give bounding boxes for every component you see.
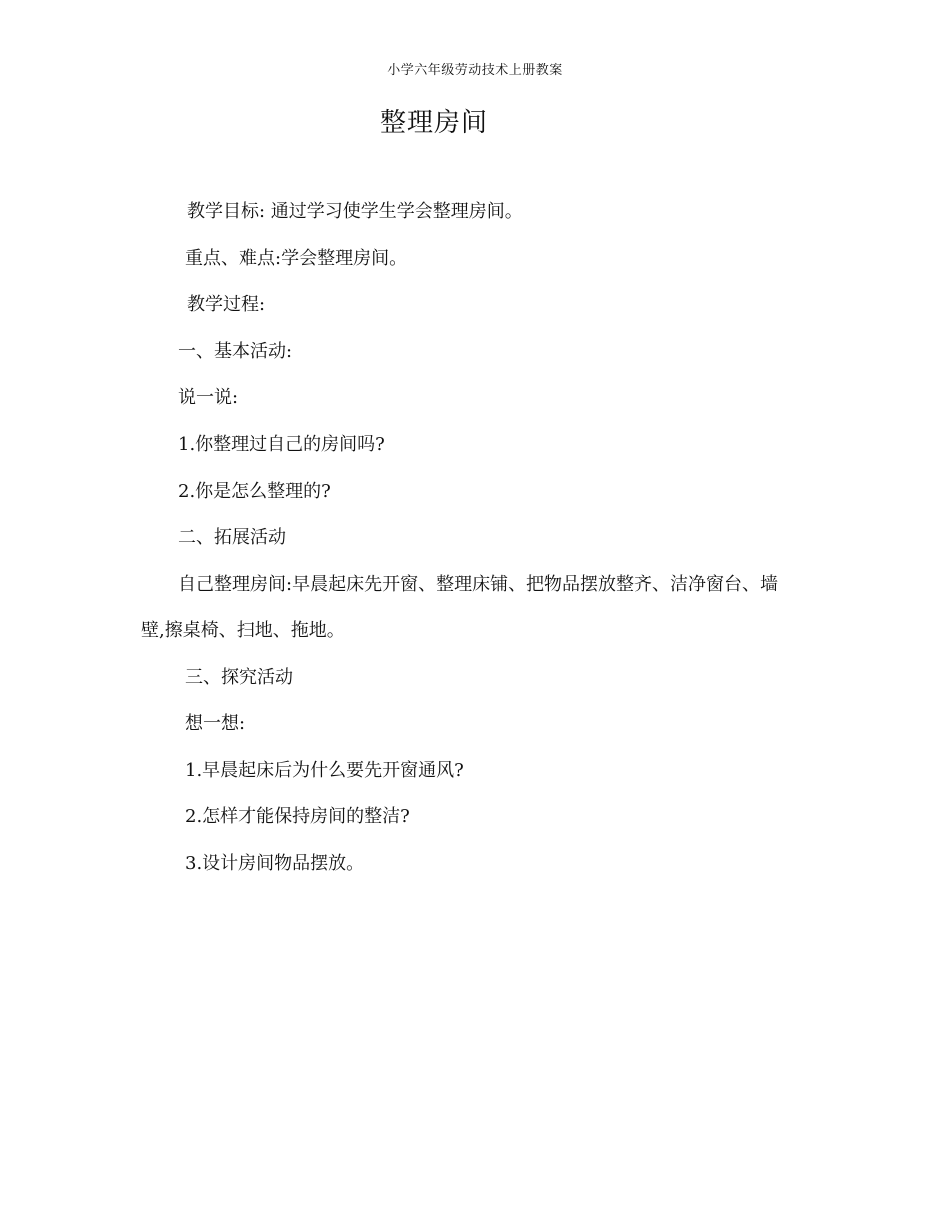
section-extended-activity: 二、拓展活动 (178, 527, 286, 548)
room-tidying-paragraph-line-1: 自己整理房间:早晨起床先开窗、整理床铺、把物品摆放整齐、洁净窗台、墙 (178, 574, 779, 595)
question-2: 2.你是怎么整理的? (178, 481, 331, 502)
think-question-3: 3.设计房间物品摆放。 (185, 853, 365, 874)
question-1: 1.你整理过自己的房间吗? (178, 434, 385, 455)
say-prompt: 说一说: (178, 387, 239, 408)
lesson-title: 整理房间 (379, 108, 488, 138)
room-tidying-paragraph-line-2: 壁,擦桌椅、扫地、拖地。 (141, 620, 345, 641)
key-points: 重点、难点:学会整理房间。 (185, 248, 408, 269)
think-question-1: 1.早晨起床后为什么要先开窗通风? (185, 760, 464, 781)
section-basic-activity: 一、基本活动: (178, 341, 293, 362)
teaching-process-heading: 教学过程: (187, 294, 266, 315)
page-header: 小学六年级劳动技术上册教案 (387, 63, 563, 78)
think-prompt: 想一想: (185, 713, 246, 734)
teaching-objective: 教学目标: 通过学习使学生学会整理房间。 (187, 201, 523, 222)
section-exploration-activity: 三、探究活动 (185, 667, 293, 688)
think-question-2: 2.怎样才能保持房间的整洁? (185, 806, 410, 827)
